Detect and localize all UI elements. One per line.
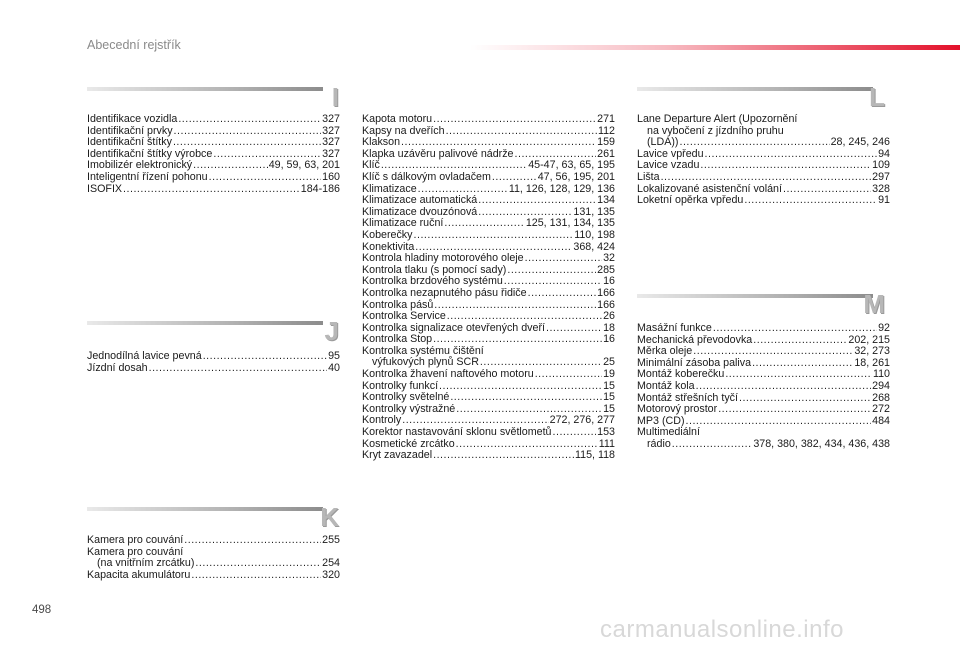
index-entry: Lavice vpředu ..... 94	[637, 149, 890, 161]
section-k-bar	[87, 507, 323, 511]
index-entry: Kapota motoru ..... 271	[362, 114, 615, 126]
section-i-bar	[87, 87, 323, 91]
index-entry: Identifikační štítky výrobce ..... 327	[87, 149, 340, 161]
index-entry: Koberečky ..... 110, 198	[362, 230, 615, 242]
section-letter-k: K	[320, 502, 339, 532]
index-entry: Multimediální	[637, 426, 700, 439]
index-entry: Kosmetické zrcátko ..... 111	[362, 439, 615, 451]
index-entry: Identifikace vozidla ..... 327	[87, 114, 340, 126]
index-entry: Kontrolka signalizace otevřených dveří ..... 18	[362, 323, 615, 335]
index-entry: Klimatizace ruční ..... 125, 131, 134, 135	[362, 218, 615, 230]
index-list-k-left	[87, 535, 340, 581]
index-entry: Klimatizace dvouzónová ..... 131, 135	[362, 207, 615, 219]
index-entry: Kontrolka nezapnutého pásu řidiče ..... 166	[362, 288, 615, 300]
section-l-bar	[637, 87, 873, 91]
index-entry: Kontrolky výstražné ..... 15	[362, 404, 615, 416]
index-entry: Kapacita akumulátoru ..... 320	[87, 570, 340, 582]
index-entry: Konektivita ..... 368, 424	[362, 242, 615, 254]
index-entry: Kontrola hladiny motorového oleje ..... 32	[362, 253, 615, 265]
section-letter-i: I	[331, 82, 339, 112]
index-entry: (LDA)) ..... 28, 245, 246	[637, 137, 890, 149]
index-entry: Klíč s dálkovým ovladačem ..... 47, 56, 195, 201	[362, 172, 615, 184]
index-entry: Motorový prostor ..... 272	[637, 404, 890, 416]
index-entry: Identifikační prvky ..... 327	[87, 126, 340, 138]
index-entry: Kontrolka brzdového systému ..... 16	[362, 276, 615, 288]
header-accent-line	[470, 45, 960, 50]
index-entry: Klíč ..... 45-47, 63, 65, 195	[362, 160, 615, 172]
index-entry: Klapka uzávěru palivové nádrže ..... 261	[362, 149, 615, 161]
index-entry: ISOFIX ..... 184-186	[87, 184, 340, 196]
index-entry: na vybočení z jízdního pruhu	[647, 124, 784, 137]
index-entry: Montáž koberečku ..... 110	[637, 369, 890, 381]
index-entry: Kontrolka systému čištění	[362, 344, 484, 357]
index-entry: Kryt zavazadel ..... 115, 118	[362, 450, 615, 462]
section-j-bar	[87, 321, 323, 325]
index-list-m	[637, 323, 890, 451]
index-list-l	[637, 114, 890, 207]
index-entry: výfukových plynů SCR ..... 25	[362, 357, 615, 369]
index-entry: Inteligentní řízení pohonu ..... 160	[87, 172, 340, 184]
section-letter-m: M	[863, 289, 885, 319]
index-entry: Masážní funkce ..... 92	[637, 323, 890, 335]
index-list-i	[87, 114, 340, 195]
index-entry: Kontrola tlaku (s pomocí sady) ..... 285	[362, 265, 615, 277]
section-letter-l: L	[869, 82, 885, 112]
index-list-k-middle	[362, 114, 615, 462]
index-entry: Kamera pro couvání	[87, 545, 184, 558]
page-header-title: Abecední rejstřík	[87, 38, 181, 52]
index-entry: Lokalizované asistenční volání ..... 328	[637, 184, 890, 196]
index-entry: Kamera pro couvání ..... 255	[87, 535, 340, 547]
watermark-text: carmanualsonline.info	[600, 616, 844, 643]
index-entry: Identifikační štítky ..... 327	[87, 137, 340, 149]
index-entry: Kontrolka žhavení naftového motoru ..... 19	[362, 369, 615, 381]
section-letter-j: J	[324, 316, 339, 346]
index-entry: Kontroly ..... 272, 276, 277	[362, 415, 615, 427]
index-entry: Měrka oleje ..... 32, 273	[637, 346, 890, 358]
index-entry: Jízdní dosah ..... 40	[87, 363, 340, 375]
index-entry: Montáž střešních tyčí ..... 268	[637, 393, 890, 405]
index-entry: MP3 (CD) ..... 484	[637, 416, 890, 428]
index-entry: rádio ..... 378, 380, 382, 434, 436, 438	[637, 439, 890, 451]
index-entry: Kontrolky světelné ..... 15	[362, 392, 615, 404]
index-entry: Imobilizér elektronický ..... 49, 59, 63, 201	[87, 160, 340, 172]
section-m-bar	[637, 294, 873, 298]
page-number: 498	[32, 604, 52, 616]
index-entry: Kapsy na dveřích ..... 112	[362, 126, 615, 138]
index-entry: Jednodílná lavice pevná ..... 95	[87, 351, 340, 363]
index-entry: Korektor nastavování sklonu světlometů ..... 153	[362, 427, 615, 439]
index-entry: Klimatizace ..... 11, 126, 128, 129, 136	[362, 184, 615, 196]
index-entry: Loketní opěrka vpředu ..... 91	[637, 195, 890, 207]
index-entry: Montáž kola ..... 294	[637, 381, 890, 393]
index-entry: Minimální zásoba paliva ..... 18, 261	[637, 358, 890, 370]
index-entry: Kontrolka Service ..... 26	[362, 311, 615, 323]
index-entry: (na vnitřním zrcátku) ..... 254	[87, 558, 340, 570]
index-entry: Klimatizace automatická ..... 134	[362, 195, 615, 207]
index-entry: Kontrolka pásů ..... 166	[362, 300, 615, 312]
index-entry: Lane Departure Alert (Upozornění	[637, 113, 798, 125]
index-entry: Klakson ..... 159	[362, 137, 615, 149]
index-entry: Kontrolka Stop ..... 16	[362, 334, 615, 346]
index-entry: Lavice vzadu ..... 109	[637, 160, 890, 172]
index-list-j	[87, 351, 340, 374]
index-entry: Mechanická převodovka ..... 202, 215	[637, 335, 890, 347]
index-entry: Kontrolky funkcí ..... 15	[362, 381, 615, 393]
index-entry: Lišta ..... 297	[637, 172, 890, 184]
